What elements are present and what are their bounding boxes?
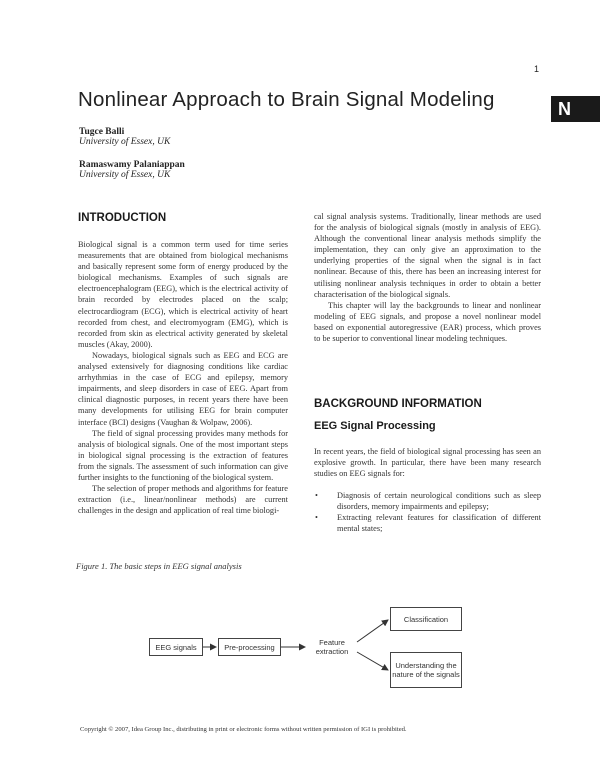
paragraph: Biological signal is a common term used for time series measurements that are obtained from biological mechanisms and basically represent some form of energy produced by the biological mechanisms. Examples of such signals are electroencephalogram (EEG), which is the electrical activity of brain recorded by electrodes placed on the scalp; electrocardiogram (ECG), which is electrical activity of heart recorded from chest, and electromyogram (EMG), which is recorded from skin as electrical activity generated by skeletal muscles (Akay, 2000). (78, 240, 288, 349)
author-name: Ramaswamy Palaniappan (79, 160, 185, 170)
left-column-text (78, 239, 288, 516)
bullet-icon: • (315, 513, 318, 523)
copyright-notice: Copyright © 2007, Idea Group Inc., distributing in print or electronic forms without written permission of IGI is prohibited. (80, 726, 407, 733)
box-feature-extraction: Feature extraction (315, 638, 349, 656)
list-item (315, 490, 541, 512)
section-heading-introduction: INTRODUCTION (78, 212, 167, 224)
page-title: Nonlinear Approach to Brain Signal Modeling (78, 88, 495, 111)
paragraph: This chapter will lay the backgrounds to linear and nonlinear modeling of EEG signals, and propose a novel nonlinear model based on exponential autoregressive (EAR) process, which proves to be superior to conventional linear modeling techniques. (314, 300, 541, 344)
paragraph: In recent years, the field of biological signal processing has seen an explosive growth. In particular, there have been many research studies on EEG signals for: (314, 447, 541, 479)
diagram-connectors (0, 590, 600, 700)
section-heading-background: BACKGROUND INFORMATION (314, 398, 482, 410)
right-column-text (314, 211, 541, 344)
list-item-text: Extracting relevant features for classification of different mental states; (337, 513, 541, 534)
figure-caption: Figure 1. The basic steps in EEG signal analysis (76, 561, 242, 571)
author-name: Tugce Balli (79, 127, 125, 137)
subsection-heading: EEG Signal Processing (314, 420, 436, 432)
figure-diagram (0, 590, 600, 700)
author-block-2 (79, 160, 185, 180)
page-number: 1 (534, 64, 540, 74)
subsection-text (314, 446, 541, 479)
box-understanding: Understanding the nature of the signals (390, 652, 462, 688)
paragraph: The field of signal processing provides many methods for analysis of biological signals. One of the most important steps in biological signal processing is the extraction of features from the signals. The assessment of such information can give further insights to the functioning of the biological system. (78, 428, 288, 482)
box-preprocessing: Pre-processing (218, 638, 281, 656)
section-tab: N (551, 96, 600, 122)
author-affiliation: University of Essex, UK (79, 170, 171, 180)
arrow-connector (357, 620, 388, 642)
paragraph: The selection of proper methods and algorithms for feature extraction (i.e., linear/nonlinear methods) are current challenges in the design and application of real time biologi- (78, 484, 288, 516)
list-item-text: Diagnosis of certain neurological conditions such as sleep disorders, memory impairments and epilepsy; (337, 491, 541, 512)
author-affiliation: University of Essex, UK (79, 137, 171, 147)
box-eeg-signals: EEG signals (149, 638, 203, 656)
paragraph: cal signal analysis systems. Traditionally, linear methods are used for the analysis of biological signals (mostly in analysis of EEG). Although the conventional linear analysis methods simplify the implementation, they can only give an approximation to the underlying properties of the signal when the signal is in fact nonlinear. Because of this, there has been an increasing interest for utilising nonlinear analysis techniques in order to obtain a better characterisation of the biological signals. (314, 212, 541, 299)
bullet-icon: • (315, 491, 318, 500)
list-item (315, 512, 541, 534)
paragraph: Nowadays, biological signals such as EEG and ECG are analysed extensively for diagnosing conditions like cardiac arrhythmias in the case of ECG and epilepsy, memory impairments, and sleep disorders in case of EEG. Apart from clinical diagnostic purposes, in recent years there have been many developments for utilising EEG for brain computer interface (BCI) designs (Vaughan & Wolpaw, 2006). (78, 350, 288, 427)
bullet-list (315, 490, 541, 534)
author-block-1 (79, 127, 170, 147)
box-classification: Classification (390, 607, 462, 631)
arrow-connector (357, 652, 388, 670)
